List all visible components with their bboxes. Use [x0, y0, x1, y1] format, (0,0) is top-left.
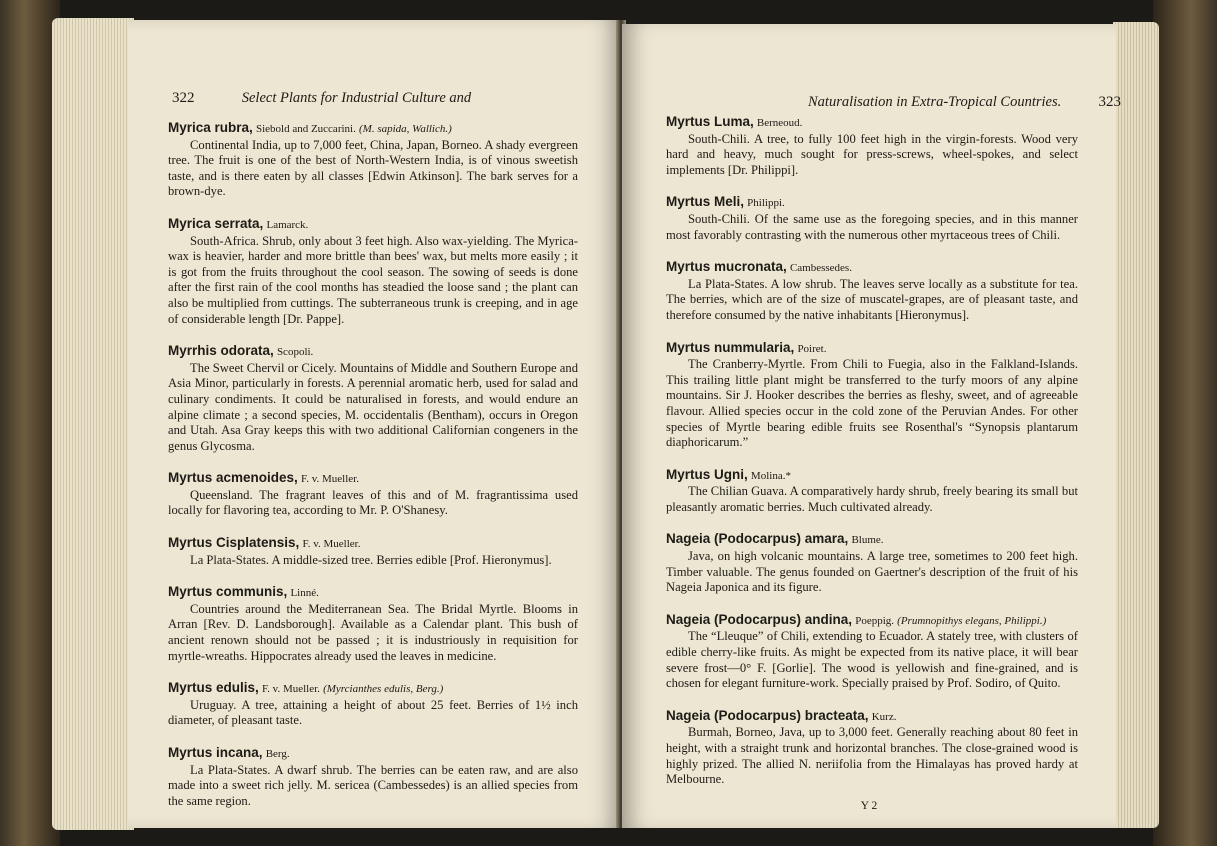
- species-authority: F. v. Mueller.: [261, 683, 320, 696]
- species-authority: Berneoud.: [756, 117, 803, 129]
- species-authority: Poeppig.: [855, 614, 895, 627]
- species-name: Myrtus Luma,: [666, 114, 754, 129]
- entry-description: Uruguay. A tree, attaining a height of about 25 feet. Berries of 1½ inch diameter, of pleasant taste.: [168, 697, 578, 728]
- species-name: Myrtus Ugni,: [666, 466, 748, 482]
- right-page-number: 323: [1098, 94, 1121, 110]
- entry-description: La Plata-States. A dwarf shrub. The berries can be eaten raw, and are also made into a sweet rich jelly. M. sericea (Cambessedes) is an allied species from the same region.: [168, 762, 578, 808]
- entry-heading: [168, 216, 578, 234]
- species-synonym: (Myrcianthes edulis, Berg.): [323, 683, 444, 696]
- plant-entry: [666, 612, 1078, 692]
- species-authority: Kurz.: [871, 710, 897, 723]
- entry-description: Continental India, up to 7,000 feet, China, Japan, Borneo. A shady evergreen tree. The fruit is one of the best of North-Western India, is of vinous sweetish taste, and is there eaten by all classes [Edwin Atkinson]. The bark serves for a brown-dye.: [168, 137, 578, 199]
- species-name: Myrrhis odorata,: [168, 343, 274, 359]
- species-name: Myrtus Meli,: [666, 194, 745, 210]
- species-authority: Berg.: [265, 748, 290, 760]
- plant-entry: [168, 584, 578, 664]
- left-page-content: [168, 120, 578, 825]
- entry-heading: [168, 470, 578, 488]
- entry-heading: [168, 343, 578, 361]
- entry-heading: [168, 120, 578, 138]
- species-authority: Linné.: [290, 587, 319, 600]
- book-cover-right: [1153, 0, 1217, 846]
- species-authority: Poiret.: [797, 342, 827, 355]
- species-authority: Lamarck.: [266, 218, 309, 231]
- species-name: Nageia (Podocarpus) andina,: [666, 611, 853, 627]
- plant-entry: [666, 340, 1078, 451]
- species-name: Myrtus mucronata,: [666, 259, 787, 275]
- species-name: Myrica serrata,: [168, 215, 264, 231]
- species-authority: Philippi.: [747, 197, 785, 210]
- page-edges-left: [52, 18, 134, 830]
- entry-heading: [168, 584, 578, 602]
- species-name: Myrica rubra,: [168, 120, 253, 135]
- entry-heading: [666, 194, 1078, 212]
- species-name: Myrtus nummularia,: [666, 339, 795, 355]
- plant-entry: [666, 259, 1078, 323]
- entry-description: La Plata-States. A middle-sized tree. Berries edible [Prof. Hieronymus].: [190, 552, 552, 567]
- plant-entry: [666, 531, 1078, 595]
- plant-entry: [168, 745, 578, 809]
- left-page: [128, 20, 620, 828]
- plant-entry: [666, 708, 1078, 788]
- page-edges-right: [1113, 22, 1159, 828]
- entry-heading: [666, 531, 1078, 549]
- left-page-number: 322: [172, 90, 195, 106]
- species-authority: F. v. Mueller.: [300, 473, 359, 486]
- species-name: Nageia (Podocarpus) bracteata,: [666, 707, 869, 723]
- entry-description: La Plata-States. A low shrub. The leaves serve locally as a substitute for tea. The berries, which are of the size of muscatel-grapes, are of pleasant taste, and therefore consumed by the native inhabitants [Hieronymus].: [666, 276, 1078, 322]
- right-running-title: Naturalisation in Extra-Tropical Countries.: [808, 94, 1062, 110]
- entry-description: The Sweet Chervil or Cicely. Mountains of Middle and Southern Europe and Asia Minor, particularly in forests. A perennial aromatic herb, used for salad and culinary condiments. It could be naturalised in forests, and would endure an alpine climate ; a second species, M. occidentalis (Bentham), occurs in Oregon and Utah. Asa Gray keeps this with two additional Californian congeners in the genus Glycosma.: [168, 360, 578, 453]
- right-page-content: [666, 114, 1078, 804]
- book-cover-left: [0, 0, 60, 846]
- plant-entry: [168, 535, 578, 568]
- species-name: Myrtus communis,: [168, 584, 288, 600]
- entry-description: South-Africa. Shrub, only about 3 feet high. Also wax-yielding. The Myrica-wax is heavier, harder and more brittle than bees' wax, but melts more easily ; it is got from the fruits throughout the cool season. The sowing of seeds is done after the first rain of the cool months has steadied the loose sand ; the plant can also be multiplied from cuttings. The subterraneous trunk is creeping, and in age of considerable length [Dr. Pappe].: [168, 233, 578, 326]
- entry-description: Burmah, Borneo, Java, up to 3,000 feet. Generally reaching about 80 feet in height, with a straight trunk and horizontal branches. The close-grained wood is highly prized. The allied N. neriifolia from the Himalayas has proved hardy at Melbourne.: [666, 725, 1078, 787]
- species-synonym: (M. sapida, Wallich.): [359, 123, 452, 135]
- entry-heading: [168, 680, 578, 698]
- species-authority: Cambessedes.: [789, 262, 852, 275]
- right-page: [622, 24, 1121, 828]
- plant-entry: [168, 343, 578, 454]
- entry-heading: [168, 535, 578, 553]
- species-authority: Siebold and Zuccarini.: [255, 123, 356, 135]
- entry-description: The Cranberry-Myrtle. From Chili to Fuegia, also in the Falkland-Islands. This trailing little plant might be transferred to the turfy moors of any alpine mountains. Sir J. Hooker describes the berries as fleshy, sweet, and of agreeable flavour. Allied species occur in the cold zone of the Peruvian Andes. For other species of Myrtle bearing edible fruits see Rosenthal's “Synopsis plantarum diaphoricarum.”: [666, 357, 1078, 450]
- left-running-title: Select Plants for Industrial Culture and: [241, 90, 472, 106]
- species-synonym: (Prumnopithys elegans, Philippi.): [897, 614, 1047, 627]
- entry-description: Queensland. The fragrant leaves of this and of M. fragrantissima used locally for flavoring tea, according to Mr. P. O'Shanesy.: [168, 487, 578, 518]
- left-running-head: [172, 90, 471, 107]
- species-name: Myrtus Cisplatensis,: [168, 535, 300, 551]
- entry-description: Java, on high volcanic mountains. A large tree, sometimes to 200 feet high. Timber valuable. The genus founded on Gaertner's description of the fruit of his Nageia Japonica and its figure.: [666, 549, 1078, 595]
- species-authority: Molina.*: [750, 469, 791, 482]
- entry-heading: [666, 340, 1078, 358]
- species-name: Myrtus incana,: [168, 745, 263, 760]
- plant-entry: [666, 194, 1078, 243]
- species-authority: Blume.: [851, 534, 884, 547]
- plant-entry: [168, 470, 578, 519]
- entry-description: The Chilian Guava. A comparatively hardy shrub, freely bearing its small but pleasantly aromatic berries. Much cultivated already.: [666, 484, 1078, 514]
- entry-heading: [666, 114, 1078, 132]
- species-name: Myrtus acmenoides,: [168, 470, 298, 486]
- plant-entry: [666, 114, 1078, 178]
- species-name: Myrtus edulis,: [168, 680, 259, 696]
- entry-description: The “Lleuque” of Chili, extending to Ecuador. A stately tree, with clusters of edible cherry-like fruits. As might be expected from its native place, it will bear severe frost—0° F. [Gorlie]. The wood is yellowish and fine-grained, and is chosen for elegant furniture-work. Specially praised by Prof. Sodiro, of Quito.: [666, 629, 1078, 691]
- species-authority: F. v. Mueller.: [302, 538, 361, 551]
- entry-heading: [666, 612, 1078, 630]
- entry-description: South-Chili. Of the same use as the foregoing species, and in this manner most favorably contrasting with the numerous other myrtaceous trees of Chili.: [666, 211, 1078, 242]
- entry-description: Countries around the Mediterranean Sea. The Bridal Myrtle. Blooms in Arran [Rev. D. Landsborough]. Available as a Calendar plant. This bush of ancient renown should not be passed ; it is industriously in requisition for myrtle-wreaths. Hippocrates already used the leaves in medicine.: [168, 601, 578, 663]
- signature-mark: Y 2: [860, 800, 878, 812]
- species-authority: Scopoli.: [276, 346, 314, 359]
- plant-entry: [666, 467, 1078, 516]
- plant-entry: [168, 120, 578, 200]
- entry-heading: [666, 467, 1078, 485]
- plant-entry: [168, 216, 578, 327]
- entry-heading: [666, 259, 1078, 277]
- entry-heading: [168, 745, 578, 763]
- entry-heading: [666, 708, 1078, 726]
- entry-description: South-Chili. A tree, to fully 100 feet high in the virgin-forests. Wood very hard and heavy, much sought for press-screws, wheel-spokes, and select implements [Dr. Philippi].: [666, 131, 1078, 177]
- plant-entry: [168, 680, 578, 729]
- right-running-head: [808, 94, 1121, 111]
- species-name: Nageia (Podocarpus) amara,: [666, 531, 849, 547]
